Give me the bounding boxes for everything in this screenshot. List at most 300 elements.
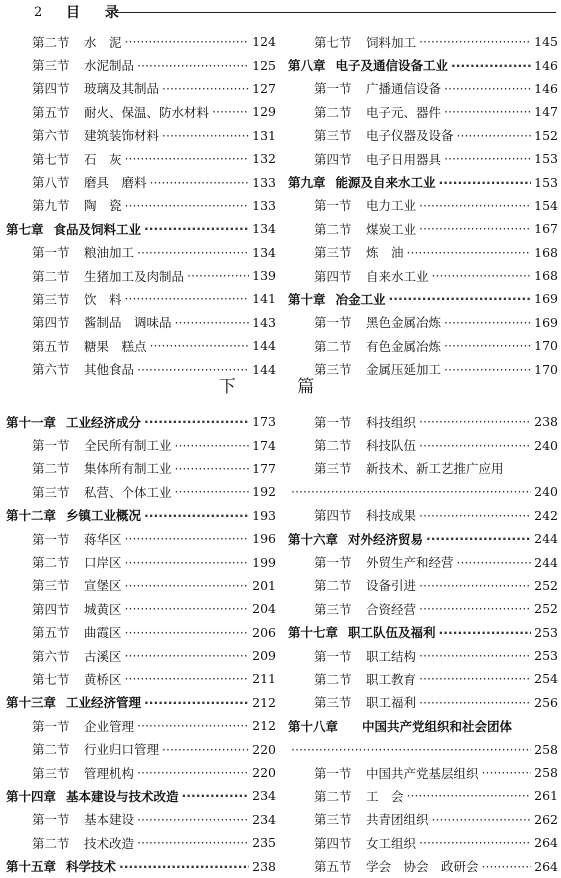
leader-dots — [125, 648, 250, 663]
toc-page-number: 244 — [534, 531, 558, 547]
section-title: 有色金属冶炼 — [366, 338, 442, 354]
leader-dots — [125, 671, 250, 686]
toc-section-entry[interactable] — [288, 264, 558, 287]
toc-section-entry[interactable] — [6, 124, 276, 147]
section-title: 共青团组织 — [366, 812, 429, 828]
section-number: 第二节 — [32, 742, 70, 758]
toc-page-number: 238 — [252, 858, 276, 874]
leader-dots — [150, 338, 250, 353]
toc-page-number: 168 — [534, 244, 558, 260]
section-title: 私营、个体工业 — [84, 484, 172, 500]
chapter-number: 第十章 — [288, 291, 326, 307]
toc-section-entry[interactable] — [6, 311, 276, 334]
toc-page-number: 258 — [534, 765, 558, 781]
toc-section-entry[interactable] — [288, 241, 558, 264]
toc-section-entry[interactable] — [6, 480, 276, 503]
section-title: 女工组织 — [366, 835, 417, 851]
section-title: 炼 油 — [366, 245, 404, 261]
section-number: 第一节 — [32, 245, 70, 261]
toc-chapter-entry[interactable] — [288, 53, 558, 76]
section-title: 设备引进 — [366, 578, 417, 594]
toc-page-number: 244 — [534, 554, 558, 570]
leader-dots — [144, 221, 249, 236]
section-title: 糖果 糕点 — [84, 338, 147, 354]
leader-dots — [457, 555, 532, 570]
toc-continuation-line[interactable] — [288, 737, 558, 760]
section-number: 第三节 — [314, 245, 352, 261]
toc-column-upper-left — [6, 30, 276, 381]
leader-dots — [419, 835, 531, 850]
toc-page-number: 204 — [252, 601, 276, 617]
chapter-title: 工业经济成分 — [66, 414, 142, 430]
chapter-number: 第十八章 — [288, 718, 339, 734]
toc-section-entry[interactable] — [288, 784, 558, 807]
leader-dots — [175, 461, 250, 476]
toc-page-number: 173 — [252, 414, 276, 430]
toc-page-number: 143 — [252, 314, 276, 330]
toc-page-number: 168 — [534, 268, 558, 284]
toc-page-number: 212 — [252, 694, 276, 710]
section-title: 电力工业 — [366, 198, 417, 214]
section-number: 第二节 — [314, 671, 352, 687]
leader-dots — [162, 128, 249, 143]
toc-page-number: 252 — [534, 577, 558, 593]
toc-page-number: 169 — [534, 291, 558, 307]
toc-page-number: 201 — [252, 577, 276, 593]
section-number: 第三节 — [32, 291, 70, 307]
section-title: 基本建设 — [84, 812, 135, 828]
section-title: 自来水工业 — [366, 268, 429, 284]
chapter-title: 食品及饲料工业 — [53, 221, 142, 237]
toc-page-number: 167 — [534, 221, 558, 237]
section-number: 第六节 — [32, 648, 70, 664]
toc-page-number: 234 — [252, 788, 276, 804]
toc-section-entry[interactable] — [288, 147, 558, 170]
section-title: 中国共产党基层组织 — [366, 765, 479, 781]
leader-dots — [407, 788, 532, 803]
section-number: 第九节 — [32, 198, 70, 214]
toc-section-entry[interactable] — [6, 287, 276, 310]
toc-page-number: 242 — [534, 507, 558, 523]
toc-chapter-entry[interactable] — [288, 287, 558, 310]
chapter-title: 工业经济管理 — [66, 695, 142, 711]
section-title: 口岸区 — [84, 555, 122, 571]
toc-page-number: 252 — [534, 601, 558, 617]
section-number: 第五节 — [32, 104, 70, 120]
leader-dots — [187, 268, 249, 283]
toc-page-number: 170 — [534, 338, 558, 354]
leader-dots — [419, 648, 531, 663]
section-number: 第二节 — [32, 268, 70, 284]
toc-section-entry[interactable] — [288, 217, 558, 240]
toc-section-entry[interactable] — [288, 761, 558, 784]
toc-chapter-entry[interactable] — [6, 691, 276, 714]
leader-dots — [444, 338, 531, 353]
chapter-number: 第八章 — [288, 58, 326, 74]
section-number: 第二节 — [314, 221, 352, 237]
chapter-number: 第九章 — [288, 175, 326, 191]
section-title: 石 灰 — [84, 151, 122, 167]
section-title: 生猪加工及肉制品 — [84, 268, 185, 284]
leader-dots — [137, 765, 249, 780]
chapter-title: 职工队伍及福利 — [348, 625, 436, 641]
section-number: 第四节 — [314, 835, 352, 851]
leader-dots — [125, 198, 250, 213]
section-number: 第五节 — [314, 859, 352, 875]
toc-page-number: 129 — [252, 104, 276, 120]
chapter-number: 第十二章 — [6, 508, 57, 524]
toc-section-entry[interactable] — [288, 667, 558, 690]
leader-dots — [419, 414, 531, 429]
toc-page-number: 240 — [534, 484, 558, 500]
toc-page-number: 146 — [534, 57, 558, 73]
section-number: 第一节 — [314, 648, 352, 664]
leader-dots — [175, 438, 250, 453]
toc-section-entry[interactable] — [288, 410, 558, 433]
leader-dots — [432, 268, 532, 283]
section-number: 第一节 — [314, 765, 352, 781]
toc-chapter-entry[interactable] — [288, 621, 558, 644]
toc-section-entry[interactable] — [6, 30, 276, 53]
toc-section-entry[interactable] — [6, 147, 276, 170]
leader-dots — [444, 81, 531, 96]
toc-chapter-entry[interactable] — [6, 217, 276, 240]
section-number: 第六节 — [32, 128, 70, 144]
section-number: 第三节 — [314, 362, 352, 378]
leader-dots — [125, 578, 250, 593]
toc-section-entry[interactable] — [6, 550, 276, 573]
section-number: 第三节 — [32, 484, 70, 500]
leader-dots — [125, 531, 250, 546]
toc-section-entry[interactable] — [288, 644, 558, 667]
section-number: 第一节 — [314, 81, 352, 97]
section-title: 耐火、保温、防水材料 — [84, 104, 210, 120]
section-title: 陶 瓷 — [84, 198, 122, 214]
toc-chapter-entry[interactable] — [6, 784, 276, 807]
chapter-number: 第十四章 — [6, 788, 57, 804]
toc-page-number: 193 — [252, 507, 276, 523]
toc-page-number: 131 — [252, 127, 276, 143]
leader-dots — [419, 695, 531, 710]
toc-section-entry[interactable] — [6, 597, 276, 620]
leader-dots — [444, 151, 531, 166]
section-number: 第三节 — [314, 461, 352, 477]
toc-page-number: 220 — [252, 741, 276, 757]
toc-section-entry[interactable] — [6, 241, 276, 264]
toc-page-number: 133 — [252, 174, 276, 190]
section-number: 第四节 — [314, 151, 352, 167]
leader-dots — [182, 788, 250, 803]
leader-dots — [444, 315, 531, 330]
leader-dots — [175, 484, 250, 499]
leader-dots — [439, 625, 532, 640]
section-number: 第二节 — [314, 578, 352, 594]
section-title: 电子元、器件 — [366, 104, 442, 120]
toc-section-entry[interactable] — [6, 264, 276, 287]
section-number: 第一节 — [314, 198, 352, 214]
section-number: 第二节 — [32, 34, 70, 50]
toc-section-entry[interactable] — [6, 831, 276, 854]
toc-chapter-entry[interactable] — [288, 170, 558, 193]
toc-page-number: 209 — [252, 648, 276, 664]
section-title: 饲料加工 — [366, 34, 417, 50]
part-heading: 下 篇 — [218, 377, 343, 397]
section-title: 金属压延加工 — [366, 362, 442, 378]
toc-section-entry[interactable] — [288, 831, 558, 854]
toc-page-number: 147 — [534, 104, 558, 120]
leader-dots — [162, 81, 249, 96]
chapter-title: 电子及通信设备工业 — [335, 58, 449, 74]
chapter-number: 第十三章 — [6, 695, 57, 711]
section-number: 第五节 — [32, 625, 70, 641]
toc-page-number: 132 — [252, 151, 276, 167]
chapter-number: 第十五章 — [6, 859, 57, 875]
section-number: 第七节 — [32, 671, 70, 687]
section-title: 酱制品 调味品 — [84, 315, 172, 331]
toc-page-number: 212 — [252, 718, 276, 734]
toc-chapter-entry[interactable] — [6, 410, 276, 433]
section-title: 全民所有制工业 — [84, 438, 172, 454]
section-title: 水泥制品 — [84, 58, 135, 74]
chapter-title: 对外经济贸易 — [348, 531, 424, 547]
section-title: 工 会 — [366, 788, 404, 804]
section-title: 科技组织 — [366, 414, 417, 430]
toc-section-entry[interactable] — [6, 100, 276, 123]
toc-page-number: 124 — [252, 34, 276, 50]
toc-page-number: 153 — [534, 174, 558, 190]
leader-dots — [291, 742, 531, 757]
toc-section-entry[interactable] — [6, 527, 276, 550]
section-number: 第四节 — [314, 268, 352, 284]
leader-dots — [389, 291, 532, 306]
page-header — [28, 4, 556, 22]
toc-section-entry[interactable] — [288, 504, 558, 527]
toc-column-lower-left — [6, 410, 276, 878]
toc-section-entry[interactable] — [288, 77, 558, 100]
section-number: 第三节 — [314, 128, 352, 144]
section-title: 职工福利 — [366, 695, 417, 711]
leader-dots — [482, 765, 532, 780]
toc-section-entry[interactable] — [6, 761, 276, 784]
toc-chapter-entry[interactable] — [288, 714, 558, 737]
section-number: 第三节 — [314, 695, 352, 711]
toc-section-entry[interactable] — [288, 691, 558, 714]
toc-section-entry[interactable] — [6, 53, 276, 76]
toc-section-entry[interactable] — [288, 124, 558, 147]
toc-page-number: 174 — [252, 437, 276, 453]
chapter-title: 科学技术 — [66, 859, 117, 875]
toc-page-number: 153 — [534, 151, 558, 167]
leader-dots — [439, 175, 532, 190]
leader-dots — [457, 128, 532, 143]
section-title: 饮 料 — [84, 291, 122, 307]
toc-section-entry[interactable] — [288, 597, 558, 620]
section-title: 宣堡区 — [84, 578, 122, 594]
section-number: 第二节 — [314, 104, 352, 120]
toc-page-number: 177 — [252, 460, 276, 476]
toc-section-entry[interactable] — [288, 854, 558, 877]
leader-dots — [419, 508, 531, 523]
toc-chapter-entry[interactable] — [6, 504, 276, 527]
leader-dots — [137, 58, 249, 73]
toc-page-number: 264 — [534, 858, 558, 874]
leader-dots — [419, 34, 531, 49]
toc-page-number: 254 — [534, 671, 558, 687]
section-number: 第二节 — [32, 555, 70, 571]
toc-section-entry[interactable] — [288, 100, 558, 123]
toc-section-entry[interactable] — [288, 574, 558, 597]
leader-dots — [137, 718, 249, 733]
section-title: 行业归口管理 — [84, 742, 160, 758]
leader-dots — [144, 508, 249, 523]
section-title: 其他食品 — [84, 362, 135, 378]
section-number: 第一节 — [314, 555, 352, 571]
section-title: 合资经营 — [366, 601, 417, 617]
leader-dots — [144, 695, 249, 710]
toc-section-entry[interactable] — [6, 334, 276, 357]
leader-dots — [419, 438, 531, 453]
toc-section-entry[interactable] — [288, 30, 558, 53]
toc-section-entry[interactable] — [288, 334, 558, 357]
section-title: 广播通信设备 — [366, 81, 442, 97]
leader-dots — [137, 835, 249, 850]
leader-dots — [432, 812, 532, 827]
toc-page-number: 127 — [252, 80, 276, 96]
section-title: 黄桥区 — [84, 671, 122, 687]
leader-dots — [125, 625, 250, 640]
leader-dots — [137, 245, 249, 260]
toc-title: 目 录 — [66, 5, 129, 21]
chapter-number: 第七章 — [6, 221, 44, 237]
section-number: 第一节 — [32, 718, 70, 734]
page-number: 2 — [34, 5, 43, 20]
chapter-number: 第十七章 — [288, 625, 339, 641]
section-title: 管理机构 — [84, 765, 135, 781]
toc-section-entry[interactable] — [288, 550, 558, 573]
section-title: 职工结构 — [366, 648, 417, 664]
toc-chapter-entry[interactable] — [6, 854, 276, 877]
toc-page-number: 264 — [534, 835, 558, 851]
leader-dots — [162, 742, 249, 757]
section-number: 第二节 — [314, 338, 352, 354]
chapter-title: 乡镇工业概况 — [66, 508, 142, 524]
toc-page-number: 258 — [534, 741, 558, 757]
section-number: 第一节 — [32, 531, 70, 547]
toc-section-entry[interactable] — [6, 77, 276, 100]
leader-dots — [125, 601, 250, 616]
toc-continuation-line[interactable] — [288, 480, 558, 503]
section-number: 第四节 — [314, 508, 352, 524]
toc-section-entry[interactable] — [6, 737, 276, 760]
toc-section-entry[interactable] — [6, 808, 276, 831]
toc-section-entry[interactable] — [288, 808, 558, 831]
section-title: 水 泥 — [84, 34, 122, 50]
section-number: 第三节 — [314, 812, 352, 828]
leader-dots — [419, 671, 531, 686]
section-title: 蒋华区 — [84, 531, 122, 547]
section-number: 第二节 — [32, 461, 70, 477]
section-number: 第二节 — [314, 438, 352, 454]
toc-page-number: 139 — [252, 268, 276, 284]
section-number: 第四节 — [32, 601, 70, 617]
section-title: 集体所有制工业 — [84, 461, 172, 477]
toc-page-number: 154 — [534, 197, 558, 213]
toc-column-lower-right — [288, 410, 558, 878]
section-number: 第一节 — [32, 812, 70, 828]
toc-column-upper-right — [288, 30, 558, 381]
section-number: 第五节 — [32, 338, 70, 354]
toc-page-number: 235 — [252, 835, 276, 851]
toc-section-entry[interactable] — [288, 457, 558, 480]
toc-page-number: 240 — [534, 437, 558, 453]
toc-section-entry[interactable] — [6, 433, 276, 456]
section-number: 第一节 — [314, 315, 352, 331]
leader-dots — [144, 414, 249, 429]
section-number: 第一节 — [314, 414, 352, 430]
toc-page-number: 220 — [252, 765, 276, 781]
leader-dots — [212, 104, 249, 119]
toc-chapter-entry[interactable] — [288, 527, 558, 550]
toc-section-entry[interactable] — [288, 311, 558, 334]
toc-section-entry[interactable] — [288, 433, 558, 456]
chapter-title: 基本建设与技术改造 — [66, 788, 179, 804]
chapter-title: 能源及自来水工业 — [335, 175, 436, 191]
leader-dots — [175, 315, 250, 330]
toc-section-entry[interactable] — [6, 667, 276, 690]
toc-page-number: 192 — [252, 484, 276, 500]
chapter-number: 第十一章 — [6, 414, 57, 430]
toc-page-number: 152 — [534, 127, 558, 143]
toc-page-number: 169 — [534, 314, 558, 330]
section-title: 建筑装饰材料 — [84, 128, 160, 144]
section-number: 第三节 — [314, 601, 352, 617]
leader-dots — [291, 484, 531, 499]
section-title: 电子仪器及设备 — [366, 128, 454, 144]
section-title: 曲霞区 — [84, 625, 122, 641]
section-title: 古溪区 — [84, 648, 122, 664]
toc-section-entry[interactable] — [6, 194, 276, 217]
section-number: 第三节 — [32, 578, 70, 594]
toc-page-number: 211 — [252, 671, 276, 687]
section-number: 第二节 — [314, 788, 352, 804]
section-number: 第八节 — [32, 175, 70, 191]
toc-section-entry[interactable] — [288, 194, 558, 217]
toc-section-entry[interactable] — [6, 574, 276, 597]
toc-section-entry[interactable] — [6, 644, 276, 667]
section-title: 科技成果 — [366, 508, 417, 524]
section-title: 玻璃及其制品 — [84, 81, 160, 97]
section-number: 第六节 — [32, 362, 70, 378]
section-title: 电子日用器具 — [366, 151, 442, 167]
toc-section-entry[interactable] — [6, 621, 276, 644]
leader-dots — [125, 151, 250, 166]
toc-page-number: 253 — [534, 624, 558, 640]
leader-dots — [125, 555, 250, 570]
toc-section-entry[interactable] — [6, 714, 276, 737]
leader-dots — [119, 859, 249, 874]
section-number: 第七节 — [314, 34, 352, 50]
section-number: 第三节 — [32, 765, 70, 781]
toc-section-entry[interactable] — [6, 457, 276, 480]
toc-page-number: 125 — [252, 57, 276, 73]
toc-page-number: 170 — [534, 361, 558, 377]
section-title: 粮油加工 — [84, 245, 135, 261]
toc-section-entry[interactable] — [6, 170, 276, 193]
section-number: 第七节 — [32, 151, 70, 167]
toc-page-number: 199 — [252, 554, 276, 570]
section-title: 城黄区 — [84, 601, 122, 617]
section-title: 企业管理 — [84, 718, 135, 734]
